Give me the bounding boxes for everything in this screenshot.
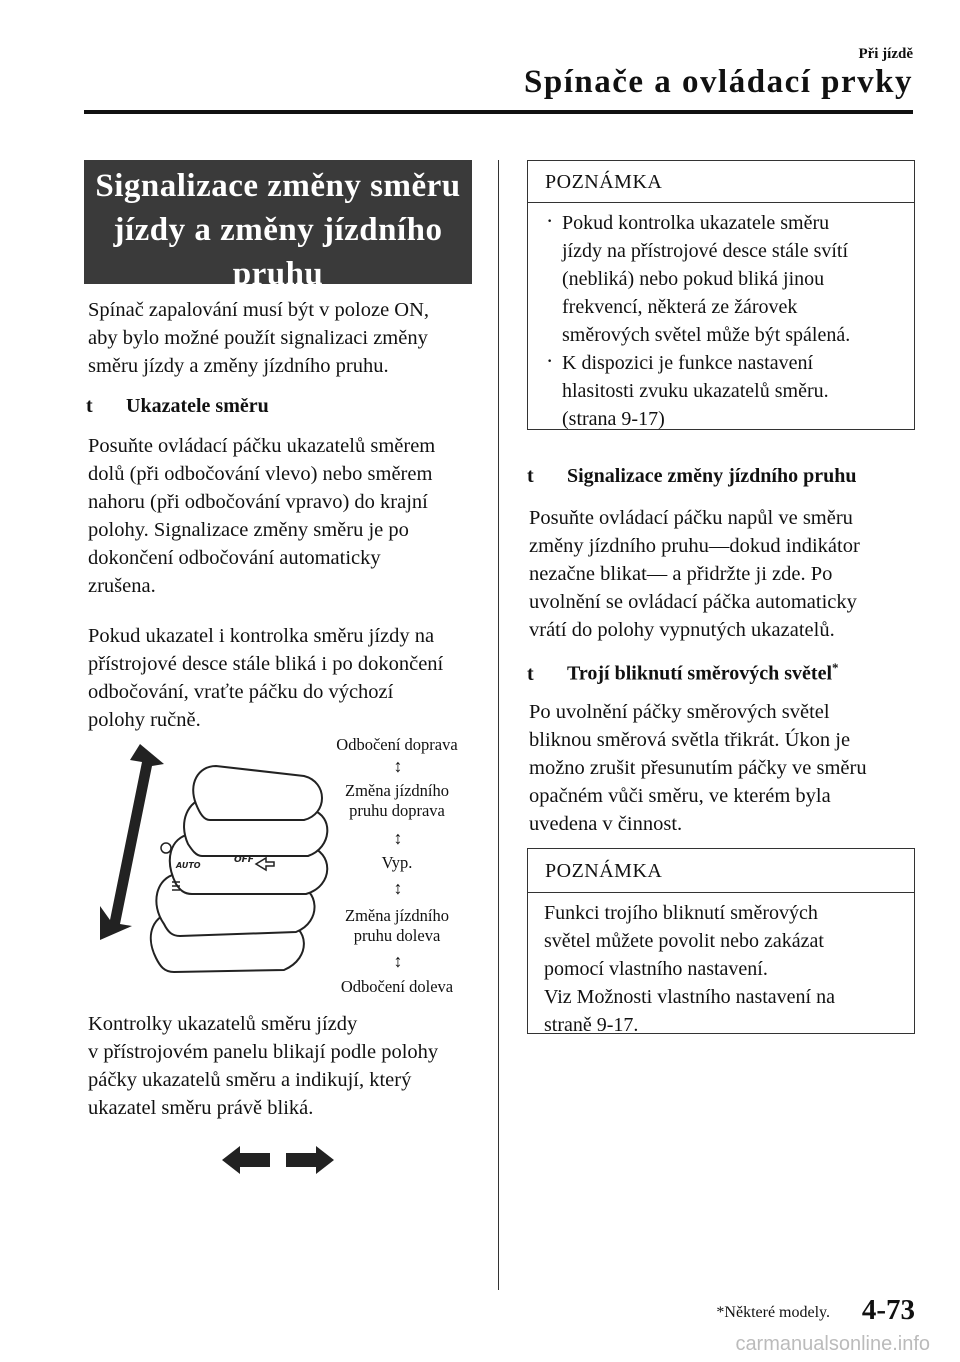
label-lane-right: Změna jízdního pruhu doprava bbox=[344, 781, 449, 820]
intro-paragraph: Spínač zapalování musí být v poloze ON, aby bylo možné použít signalizaci změny směru jízdy a změny jízdního pruhu. bbox=[88, 299, 430, 377]
note-bullet: · Pokud kontrolka ukazatele směru jízdy na přístrojové desce stále svítí (nebliká) nebo pokud bliká jinou frekvencí, některá ze žárovek směrových světel může být spálená. bbox=[544, 209, 914, 349]
bullet-marker: t bbox=[527, 662, 534, 685]
arrow-right-icon bbox=[286, 1146, 334, 1174]
page-continue-arrows bbox=[222, 1146, 334, 1174]
manual-return-paragraph: Pokud ukazatel i kontrolka směru jízdy na přístrojové desce stále bliká i po dokončení odbočování, vraťte páčku do výchozí polohy ručně. bbox=[88, 625, 444, 731]
label-off: Vyp. bbox=[381, 853, 413, 872]
label-left-turn: Odbočení doleva bbox=[340, 977, 454, 996]
section-title: Signalizace změny směru jízdy a změny jízdního pruhu bbox=[84, 160, 472, 284]
bullet-marker: t bbox=[527, 465, 534, 487]
triple-flash-paragraph: Po uvolnění páčky směrových světel bliknou směrová světla třikrát. Úkon je možno zrušit přesunutím páčky ve směru opačném vůči směru, ve kterém byla uvedena v činnost. bbox=[529, 701, 867, 835]
turn-lever-illustration bbox=[84, 744, 334, 994]
subheading-triple-flash: t Trojí bliknutí směrových světel* bbox=[527, 660, 839, 685]
switch-off-label: OFF bbox=[234, 855, 254, 865]
note-bullet: · K dispozici je funkce nastavení hlasitosti zvuku ukazatelů směru. (strana 9-17) bbox=[544, 349, 914, 433]
double-arrow-icon bbox=[100, 744, 164, 940]
watermark: carmanualsonline.info bbox=[735, 1333, 930, 1355]
switch-auto-label: AUTO bbox=[176, 861, 201, 870]
header-rule bbox=[84, 110, 913, 114]
note-heading: POZNÁMKA bbox=[528, 849, 914, 893]
arrow-left-icon bbox=[222, 1146, 270, 1174]
note-heading: POZNÁMKA bbox=[528, 161, 914, 203]
turn-signal-paragraph: Posuňte ovládací páčku ukazatelů směrem dolů (při odbočování vlevo) nebo směrem nahoru (při odbočování vpravo) do krajní polohy. Signalizace změny směru je po dokončení odbočování automaticky zrušena. bbox=[88, 435, 436, 597]
updown-arrow-icon: ↕ bbox=[393, 878, 403, 898]
updown-arrow-icon: ↕ bbox=[393, 756, 403, 776]
lane-change-paragraph: Posuňte ovládací páčku napůl ve směru změny jízdního pruhu―dokud indikátor nezačne blikat― a přidržte ji zde. Po uvolnění se ovládací páčka automaticky vrátí do polohy vypnutých ukazatelů. bbox=[529, 507, 860, 641]
page-number: 4-73 bbox=[861, 1294, 915, 1326]
note-box-2: POZNÁMKA Funkci trojího bliknutí směrových světel můžete povolit nebo zakázat pomocí vlastního nastavení. Viz Možnosti vlastního nastavení na straně 9-17. bbox=[527, 848, 915, 1034]
subheading-lane-change: t Signalizace změny jízdního pruhu bbox=[527, 465, 857, 487]
subheading-turn-signals: t Ukazatele směru bbox=[86, 395, 269, 417]
updown-arrow-icon: ↕ bbox=[393, 951, 403, 971]
section-label: Při jízdě bbox=[858, 46, 913, 62]
bullet-marker: t bbox=[86, 395, 93, 417]
light-icon bbox=[161, 843, 171, 853]
chapter-title: Spínače a ovládací prvky bbox=[524, 64, 913, 100]
label-right-turn: Odbočení doprava bbox=[336, 735, 458, 754]
column-divider bbox=[498, 160, 499, 1290]
label-lane-left: Změna jízdního pruhu doleva bbox=[344, 906, 449, 945]
note-box-1 bbox=[527, 160, 915, 430]
indicator-paragraph: Kontrolky ukazatelů směru jízdy v přístrojovém panelu blikají podle polohy páčky ukazatelů směru a indikují, který ukazatel směru právě bliká. bbox=[88, 1013, 439, 1119]
updown-arrow-icon: ↕ bbox=[393, 828, 403, 848]
footnote: *Některé modely. bbox=[716, 1304, 830, 1321]
